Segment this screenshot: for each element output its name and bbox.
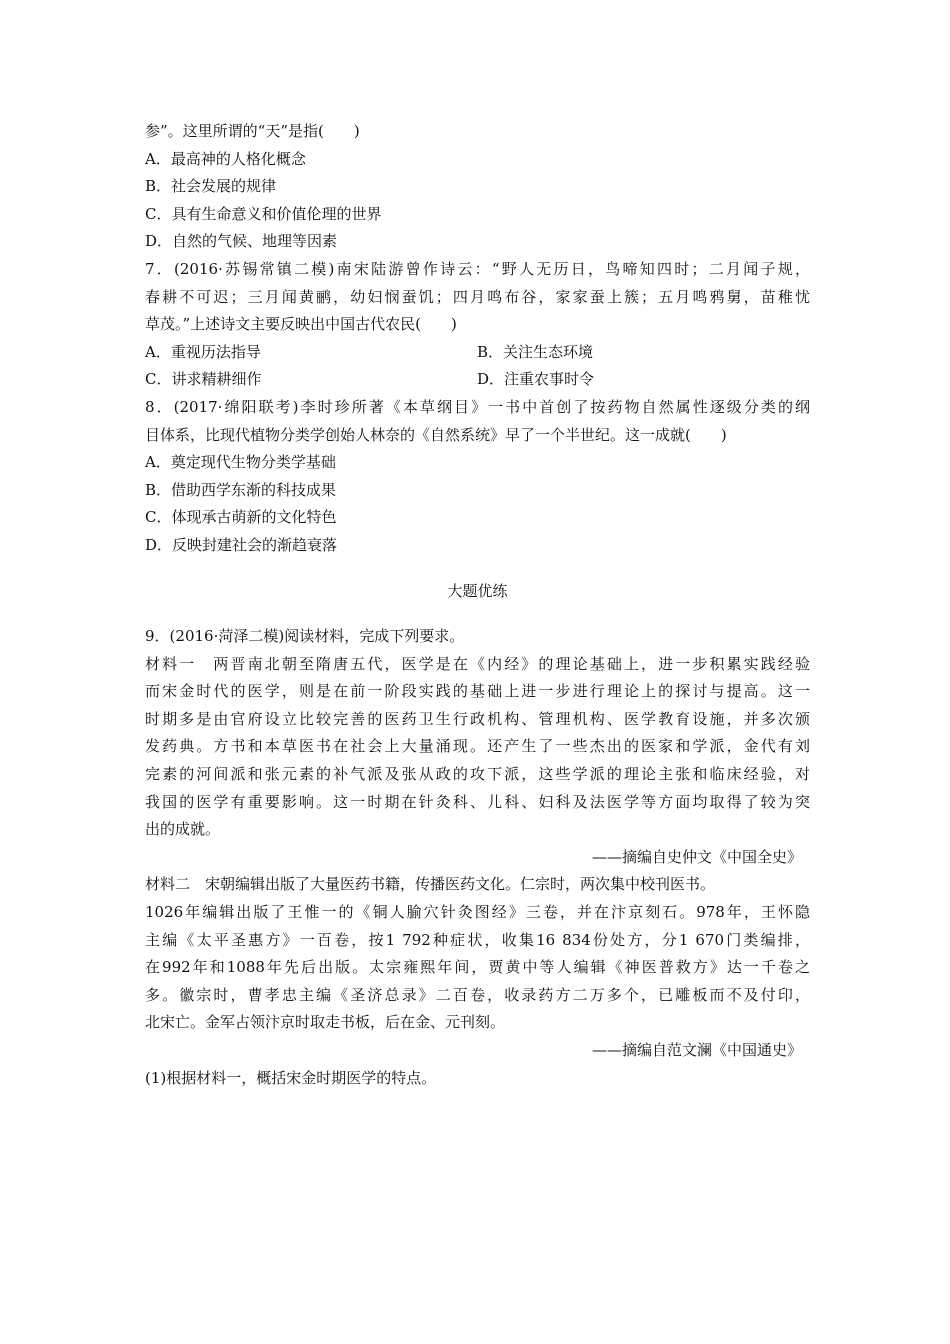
material-1-line: 时期多是由官府设立比较完善的医药卫生行政机构、管理机构、医学教育设施，并多次颁 [145,709,810,728]
q6-stem-end: 参”。这里所谓的“天”是指( ) [145,122,360,140]
q7-options-row-2 [145,366,810,394]
document-page [145,118,810,1092]
q7-option-b: B．关注生态环境 [477,342,594,361]
q7-stem-line-3: 草茂。”上述诗文主要反映出中国古代农民( ) [145,315,457,334]
material-2-line: 1026年编辑出版了王惟一的《铜人腧穴针灸图经》三卷，并在汴京刻石。978年，王怀隐 [145,903,810,922]
q6-option-d: D．自然的气候、地理等因素 [145,232,338,251]
material-2-line: 在992年和1088年先后出版。太宗雍熙年间，贾黄中等人编辑《神医普救方》达一千卷之 [145,958,810,977]
material-1-line: 材料一 两晋南北朝至隋唐五代，医学是在《内经》的理论基础上，进一步积累实践经验 [145,654,810,673]
q9-stem: 9．(2016·菏泽二模)阅读材料，完成下列要求。 [145,627,465,646]
material-1-line: 出的成就。 [145,820,221,839]
material-1-source: ——摘编自史仲文《中国全史》 [591,847,802,866]
material-2-line: 多。徽宗时，曹孝忠主编《圣济总录》二百卷，收录药方二万多个，已雕板而不及付印， [145,985,810,1004]
q6-option-b: B．社会发展的规律 [145,177,277,196]
material-2-line: 主编《太平圣惠方》一百卷，按1 792种症状，收集16 834份处方，分1 670门类编排， [145,930,810,949]
q8-option-c: C．体现承古萌新的文化特色 [145,508,337,527]
material-1-line: 完素的河间派和张元素的补气派及张从政的攻下派，这些学派的理论主张和临床经验，对 [145,765,810,784]
material-1 [145,651,810,844]
q7-stem-line-1: 7．(2016·苏锡常镇二模)南宋陆游曾作诗云：“野人无历日，鸟啼知四时；二月闻子规， [145,259,810,278]
q7-option-a: A．重视历法指导 [145,342,261,361]
q8-stem-line-1: 8．(2017·绵阳联考)李时珍所著《本草纲目》一书中首创了按药物自然属性逐级分类的纲 [145,397,810,416]
section-title: 大题优练 [447,581,508,600]
q7-stem-line-2: 春耕不可迟；三月闻黄鹂，幼妇悯蚕饥；四月鸣布谷，家家蚕上簇；五月鸣鸦舅，苗稚忧 [145,287,810,306]
material-2 [145,871,810,1037]
q9-subquestion-1: (1)根据材料一，概括宋金时期医学的特点。 [145,1068,437,1087]
material-2-line: 北宋亡。金军占领汴京时取走书板，后在金、元刊刻。 [145,1013,506,1032]
q7-option-d: D．注重农事时令 [477,370,595,389]
q8-stem-line-2: 目体系，比现代植物分类学创始人林奈的《自然系统》早了一个半世纪。这一成就( ) [145,425,727,444]
q7-option-c: C．讲求精耕细作 [145,370,262,389]
q8-option-a: A．奠定现代生物分类学基础 [145,453,336,472]
material-1-line: 发药典。方书和本草医书在社会上大量涌现。还产生了一些杰出的医家和学派，金代有刘 [145,737,810,756]
q7-options-row-1 [145,339,810,367]
q6-option-c: C．具有生命意义和价值伦理的世界 [145,204,382,223]
q6-option-a: A．最高神的人格化概念 [145,149,306,168]
q8-option-d: D．反映封建社会的渐趋衰落 [145,535,338,554]
material-1-line: 而宋金时代的医学，则是在前一阶段实践的基础上进一步进行理论上的探讨与提高。这一 [145,682,810,701]
material-1-line: 我国的医学有重要影响。这一时期在针灸科、儿科、妇科及法医学等方面均取得了较为突 [145,792,810,811]
material-2-source: ——摘编自范文澜《中国通史》 [591,1041,802,1059]
q8-option-b: B．借助西学东渐的科技成果 [145,480,337,499]
material-2-line: 材料二 宋朝编辑出版了大量医药书籍，传播医药文化。仁宗时，两次集中校刊医书。 [145,875,716,894]
